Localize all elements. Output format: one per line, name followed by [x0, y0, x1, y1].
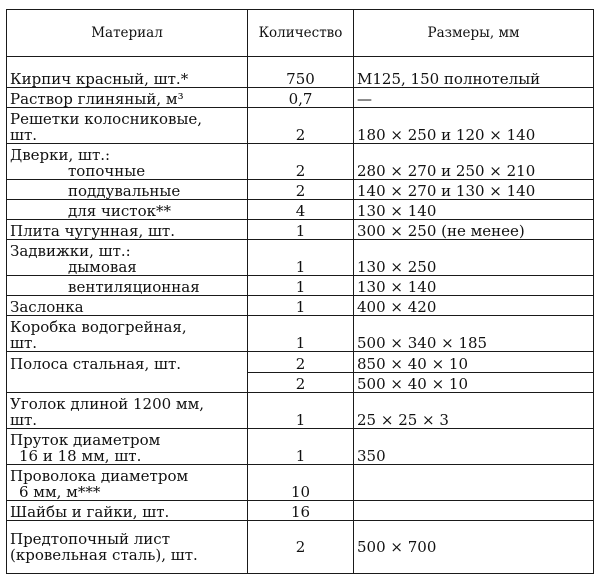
material-cell	[7, 392, 248, 428]
table-row	[7, 220, 594, 240]
material-line: Полоса стальная, шт.	[10, 355, 182, 373]
material-line: 6 мм, м***	[19, 482, 101, 501]
sizes-cell: 300 × 250 (не менее)	[354, 220, 594, 240]
table-row	[7, 464, 594, 500]
table-row	[7, 108, 594, 144]
material-subline: вентиляционная	[68, 278, 200, 296]
table-row	[7, 240, 594, 276]
table-row	[7, 144, 594, 180]
table-row	[7, 180, 594, 200]
quantity-cell: 750	[248, 57, 354, 88]
material-line: Пруток диаметром	[10, 430, 161, 449]
quantity-cell: 1	[248, 220, 354, 240]
material-line: шт.	[10, 334, 38, 352]
sizes-cell: 25 × 25 × 3	[354, 392, 594, 428]
sizes-cell: 140 × 270 и 130 × 140	[354, 180, 594, 200]
material-subline: топочные	[68, 162, 146, 180]
material-cell	[7, 500, 248, 520]
table-row	[7, 392, 594, 428]
table-row	[7, 57, 594, 88]
material-line: Коробка водогрейная,	[10, 318, 187, 337]
sizes-cell: 350	[354, 428, 594, 464]
sizes-cell: 400 × 420	[354, 296, 594, 316]
header-sizes: Размеры, мм	[354, 10, 594, 57]
sizes-cell: 500 × 340 × 185	[354, 316, 594, 352]
header-row	[7, 10, 594, 57]
material-cell	[7, 464, 248, 500]
material-line: Уголок длиной 1200 мм,	[10, 394, 205, 413]
material-line: Плита чугунная, шт.	[10, 222, 175, 240]
material-cell	[7, 296, 248, 316]
quantity-cell: 1	[248, 276, 354, 296]
sizes-cell: 500 × 700	[354, 520, 594, 573]
quantity-cell: 16	[248, 500, 354, 520]
sizes-cell	[354, 500, 594, 520]
table-row	[7, 296, 594, 316]
quantity-cell: 1	[248, 428, 354, 464]
material-line: шт.	[10, 126, 38, 144]
material-cell	[7, 180, 248, 200]
quantity-cell: 2	[248, 144, 354, 180]
quantity-cell: 1	[248, 240, 354, 276]
quantity-cell: 1	[248, 392, 354, 428]
quantity-cell: 0,7	[248, 88, 354, 108]
material-cell	[7, 520, 248, 573]
sizes-cell: 130 × 140	[354, 276, 594, 296]
table-row	[7, 500, 594, 520]
material-line: шт.	[10, 410, 38, 429]
materials-table	[6, 9, 594, 574]
material-cell	[7, 316, 248, 352]
table-row	[7, 428, 594, 464]
quantity-cell: 2	[248, 520, 354, 573]
table-header	[7, 10, 594, 57]
quantity-cell: 2	[248, 108, 354, 144]
material-subline: для чисток**	[68, 202, 172, 220]
material-line: (кровельная сталь), шт.	[10, 545, 198, 564]
table-row	[7, 88, 594, 108]
quantity-cell: 4	[248, 200, 354, 220]
table-row	[7, 520, 594, 573]
table-row	[7, 200, 594, 220]
sizes-cell	[354, 464, 594, 500]
table-row	[7, 372, 594, 392]
quantity-cell: 2	[248, 372, 354, 392]
quantity-cell: 10	[248, 464, 354, 500]
material-cell	[7, 352, 248, 372]
material-cell	[7, 220, 248, 240]
material-cell	[7, 57, 248, 88]
quantity-cell: 2	[248, 352, 354, 372]
sizes-cell: —	[354, 88, 594, 108]
material-subline: поддувальные	[68, 182, 181, 200]
sizes-cell: 280 × 270 и 250 × 210	[354, 144, 594, 180]
material-line: Проволока диаметром	[10, 466, 189, 485]
material-cell	[7, 240, 248, 276]
material-line: Кирпич красный, шт.*	[10, 70, 189, 88]
table-body	[7, 57, 594, 574]
sizes-cell: 130 × 250	[354, 240, 594, 276]
header-quantity: Количество	[248, 10, 354, 57]
material-line: Заслонка	[10, 298, 84, 316]
material-line: Шайбы и гайки, шт.	[10, 502, 170, 521]
material-line: Дверки, шт.:	[10, 146, 111, 165]
material-cell	[7, 144, 248, 180]
quantity-cell: 2	[248, 180, 354, 200]
material-line: Задвижки, шт.:	[10, 242, 131, 261]
sizes-cell: 180 × 250 и 120 × 140	[354, 108, 594, 144]
sizes-cell: 130 × 140	[354, 200, 594, 220]
material-cell	[7, 428, 248, 464]
material-cell	[7, 276, 248, 296]
header-material: Материал	[7, 10, 248, 57]
material-line: 16 и 18 мм, шт.	[19, 446, 142, 465]
sizes-cell: М125, 150 полнотелый	[354, 57, 594, 88]
material-cell	[7, 372, 248, 392]
sizes-cell: 500 × 40 × 10	[354, 372, 594, 392]
sizes-cell: 850 × 40 × 10	[354, 352, 594, 372]
material-subline: дымовая	[68, 258, 137, 276]
table-row	[7, 352, 594, 372]
material-line: Раствор глиняный, м³	[10, 90, 184, 108]
table-row	[7, 276, 594, 296]
quantity-cell: 1	[248, 296, 354, 316]
material-line: Предтопочный лист	[10, 529, 170, 548]
quantity-cell: 1	[248, 316, 354, 352]
material-line: Решетки колосниковые,	[10, 110, 203, 129]
material-cell	[7, 108, 248, 144]
material-cell	[7, 88, 248, 108]
material-cell	[7, 200, 248, 220]
table-row	[7, 316, 594, 352]
